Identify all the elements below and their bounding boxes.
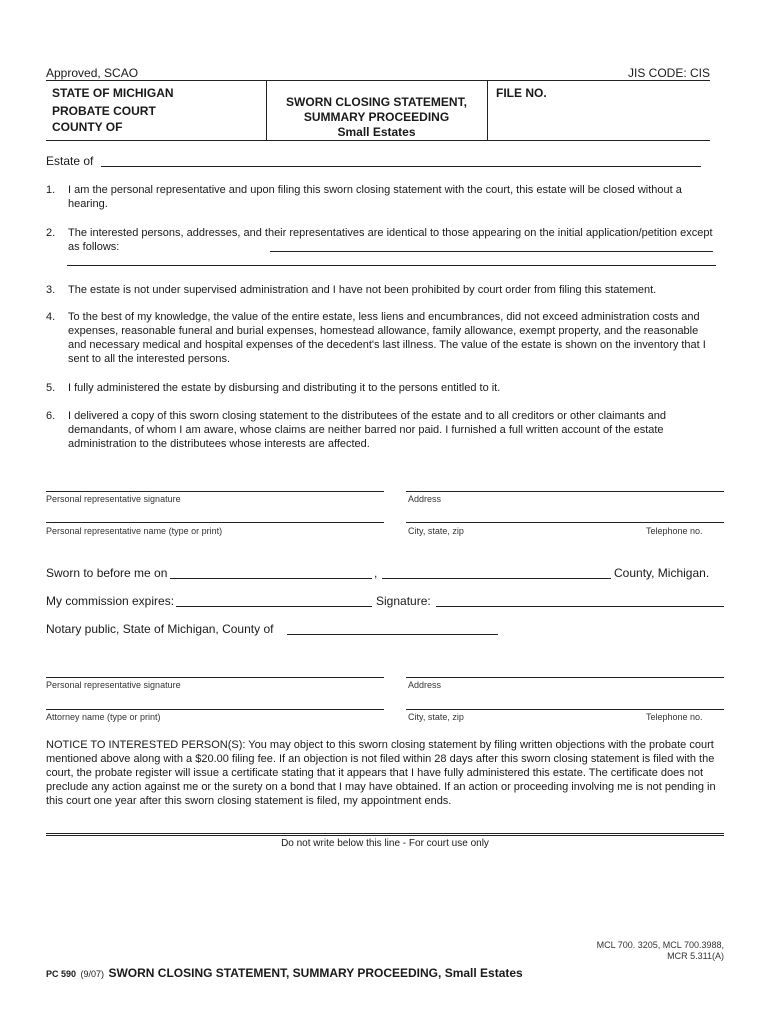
attorney-name-label: Attorney name (type or print) — [46, 712, 161, 722]
item-2: 2. The interested persons, addresses, and their representatives are identical to those appearing on the initial application/petition except as follows: — [46, 227, 713, 253]
telephone-label-2: Telephone no. — [646, 712, 703, 722]
city-state-zip-field-2[interactable] — [406, 709, 724, 710]
sworn-date-field[interactable] — [170, 578, 372, 579]
court-use-label: Do not write below this line - For court use only — [281, 838, 489, 849]
pr-signature-field-2[interactable] — [46, 677, 384, 678]
notary-county-field[interactable] — [287, 634, 498, 635]
item-4: 4. To the best of my knowledge, the value of the entire estate, less liens and encumbrances, did not exceed administration costs and expenses, reasonable funeral and burial expenses, homestead allowance, family allowance, exempt property, and the reasonable and necessary medical and hospital expenses of the decedent's last illness. The value of the estate is shown on the inventory that I sent to all the interested persons. — [46, 311, 706, 365]
item-2-exception-field[interactable] — [270, 251, 713, 252]
item-1: 1. I am the personal representative and upon filing this sworn closing statement with the court, this estate will be closed without a hearing. — [46, 184, 682, 210]
pr-signature-field[interactable] — [46, 491, 384, 492]
form-title-line3: Small Estates — [337, 125, 416, 139]
address-label-2: Address — [408, 680, 442, 690]
header-divider-right — [487, 80, 488, 140]
notary-signature-field[interactable] — [436, 606, 724, 607]
pr-name-label: Personal representative name (type or print) — [46, 526, 223, 536]
state-label: STATE OF MICHIGAN — [52, 86, 174, 100]
header-bottom-rule — [46, 140, 710, 141]
notary-label: Notary public, State of Michigan, County of — [46, 622, 274, 636]
item-5: 5. I fully administered the estate by disbursing and distributing it to the persons entitled to it. — [46, 382, 501, 394]
estate-of-label: Estate of — [46, 154, 94, 168]
sworn-label: Sworn to before me on — [46, 566, 168, 580]
court-use-rule-2 — [46, 835, 724, 836]
jis-code: JIS CODE: CIS — [627, 66, 710, 80]
pr-signature-label: Personal representative signature — [46, 494, 181, 504]
address-label: Address — [408, 494, 442, 504]
sworn-county-field[interactable] — [382, 578, 611, 579]
form-title-line2: SUMMARY PROCEEDING — [303, 110, 450, 124]
mcl-citation: MCL 700. 3205, MCL 700.3988, MCR 5.311(A) — [596, 940, 724, 961]
form-number: PC 590 — [46, 969, 77, 979]
address-field[interactable] — [406, 491, 724, 492]
form-date: (9/07) — [80, 969, 104, 979]
pr-signature-label-2: Personal representative signature — [46, 680, 181, 690]
signature-label: Signature: — [376, 594, 431, 608]
item-2-exception-field-2[interactable] — [67, 265, 716, 266]
commission-label: My commission expires: — [46, 594, 175, 608]
county-label: COUNTY OF — [52, 120, 123, 134]
city-state-zip-field[interactable] — [406, 522, 724, 523]
form-title-box — [266, 95, 487, 140]
court-label: PROBATE COURT — [52, 104, 156, 118]
county-michigan-label: County, Michigan. — [614, 566, 710, 580]
form-footer — [46, 964, 523, 982]
item-3: 3. The estate is not under supervised administration and I have not been prohibited by court order from filing this statement. — [46, 284, 657, 296]
attorney-name-field[interactable] — [46, 709, 384, 710]
file-no-label: FILE NO. — [496, 86, 547, 100]
telephone-label: Telephone no. — [646, 526, 703, 536]
estate-of-field[interactable] — [101, 166, 701, 167]
form-title-line1: SWORN CLOSING STATEMENT, — [286, 95, 467, 109]
pr-name-field[interactable] — [46, 522, 384, 523]
approved-label: Approved, SCAO — [46, 66, 139, 80]
address-field-2[interactable] — [406, 677, 724, 678]
commission-field[interactable] — [176, 606, 372, 607]
sworn-comma: , — [374, 566, 378, 580]
notice-text: NOTICE TO INTERESTED PERSON(S): You may object to this sworn closing statement by filing written objections with the probate court mentioned above along with a $20.00 filing fee. If an objection is not filed within 28 days after this sworn closing statement is filed with the court, the probate register will issue a certificate stating that it appears that I have fully administered this estate. The certificate does not preclude any action against me or the surety on a bond that I may have obtained. If an action or proceeding involving me is not pending in this court one year after this sworn closing statement is filed, my appointment ends. — [46, 739, 716, 807]
city-state-zip-label: City, state, zip — [408, 526, 464, 536]
city-state-zip-label-2: City, state, zip — [408, 712, 464, 722]
form-footer-title: SWORN CLOSING STATEMENT, SUMMARY PROCEEDING, Small Estates — [108, 966, 523, 980]
item-6: 6. I delivered a copy of this sworn closing statement to the distributees of the estate and to all creditors or other claimants and demandants, of whom I am aware, whose claims are neither barred nor paid. I furnished a full written account of the estate administration to the distributees whose interests are affected. — [46, 410, 666, 450]
header-top-rule — [46, 80, 710, 81]
court-use-rule — [46, 833, 724, 834]
